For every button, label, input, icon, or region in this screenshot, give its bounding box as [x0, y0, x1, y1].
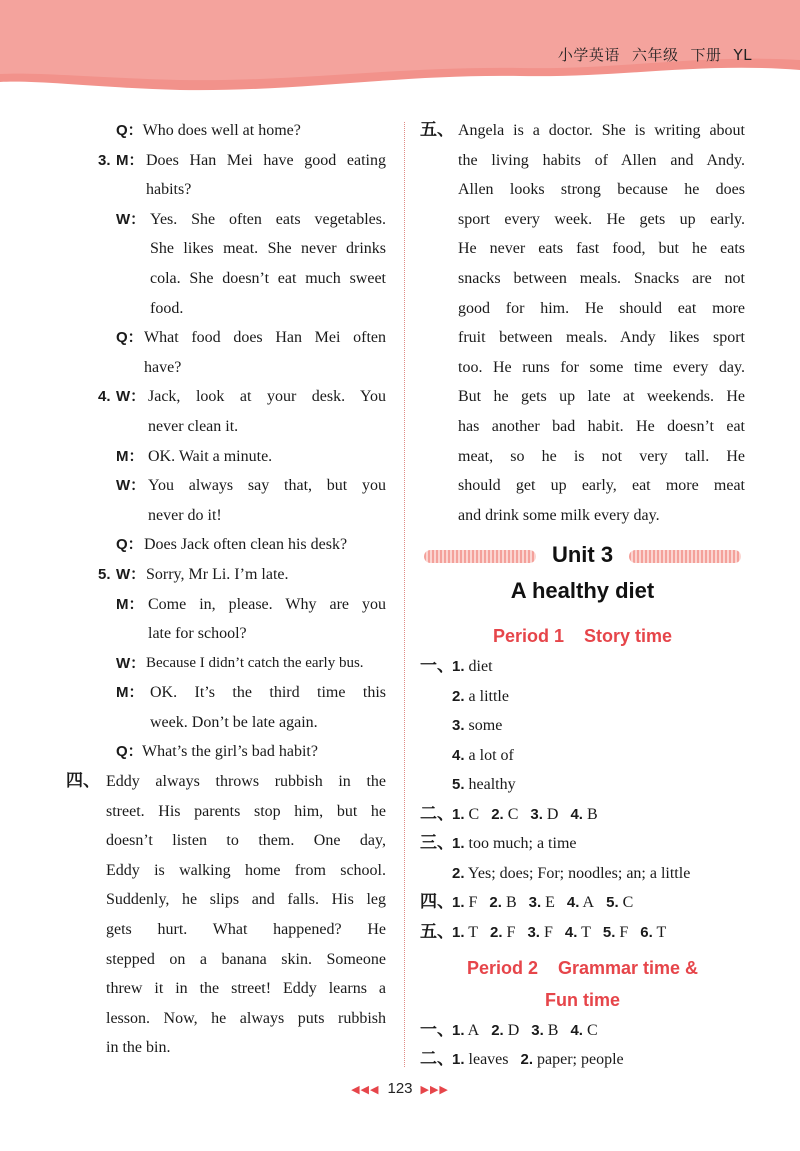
passage-line: Angela is a doctor. She is writing about [458, 122, 745, 139]
speaker-m: M： [116, 595, 144, 613]
passage-line: lesson. Now, he always puts rubbish [106, 1009, 386, 1027]
column-divider [404, 122, 405, 1067]
section-label: 三、 [420, 833, 454, 854]
answer-line: 1. leaves 2. paper; people [452, 1051, 624, 1069]
passage-line: threw it in the street! Eddy learns a [106, 980, 386, 998]
text-line: Because I didn’t catch the early bus. [146, 654, 364, 671]
text-line: What food does Han Mei often [144, 329, 386, 347]
period-1-title: Period 1 Story time [492, 626, 673, 647]
prev-arrows-icon: ◀◀◀ [351, 1084, 380, 1096]
answer-section-3 [420, 829, 745, 888]
speaker-m: M： [116, 447, 144, 465]
dialogue-turn [66, 649, 386, 679]
header-label [546, 44, 752, 65]
text-line: You always say that, but you [148, 477, 386, 495]
speaker-m: M： [116, 684, 144, 702]
text-line: She likes meat. She never drinks [150, 240, 386, 258]
header-grade: 六年级 [631, 46, 679, 64]
speaker-q: Q： [116, 122, 143, 139]
page-header [0, 0, 800, 95]
passage-line: street. His parents stop him, but he [106, 802, 386, 820]
dialogue-turn [66, 442, 386, 472]
text-line: food. [150, 299, 184, 317]
answer-item: 5. healthy [452, 776, 516, 794]
header-subject: 小学英语 [557, 46, 620, 64]
text-line: Who does well at home? [142, 122, 301, 139]
speaker-w: W： [116, 210, 146, 228]
passage-line: Eddy is walking home from school. [106, 861, 386, 879]
unit-title: Unit 3 [551, 542, 614, 568]
right-column [420, 116, 745, 1075]
speaker-q: Q： [116, 329, 143, 347]
passage-line: in the bin. [106, 1039, 171, 1057]
answer-line: 1. F 2. B 3. E 4. A 5. C [452, 894, 634, 912]
answer-section-2 [420, 1045, 745, 1075]
next-arrows-icon: ▶▶▶ [420, 1084, 449, 1096]
answer-item: 4. a lot of [452, 746, 514, 764]
dialogue-turn [66, 590, 386, 649]
page-footer [0, 1080, 800, 1097]
text-line: never clean it. [148, 417, 239, 435]
period-2-title-line2: Fun time [545, 989, 620, 1010]
dialogue-turn [66, 678, 386, 737]
dialogue-item-3 [66, 146, 386, 205]
speaker-q: Q： [116, 536, 143, 554]
passage-line: doesn’t listen to them. One day, [106, 832, 386, 850]
section-5 [420, 116, 745, 530]
item-number: 5. [98, 565, 111, 583]
lesson-title: A healthy diet [510, 578, 655, 604]
speaker-q: Q： [116, 743, 143, 761]
text-line: OK. It’s the third time this [150, 684, 386, 702]
section-label: 五、 [420, 120, 454, 140]
answer-line: 1. A 2. D 3. B 4. C [452, 1021, 598, 1039]
section-label: 四、 [420, 892, 454, 913]
text-line: never do it! [148, 506, 222, 524]
passage-line: has another bad habit. He doesn’t eat [458, 417, 745, 435]
item-number: 3. [98, 151, 111, 169]
passage-line: But he gets up late at weekends. He [458, 388, 745, 406]
dialogue-turn [66, 471, 386, 530]
answer-section-1 [420, 652, 745, 800]
answer-section-4 [420, 888, 745, 918]
dialogue-turn [66, 205, 386, 323]
header-volume: 下册 [690, 46, 722, 64]
answer-line: 1. T 2. F 3. F 4. T 5. F 6. T [452, 924, 667, 941]
header-edition: YL [733, 46, 752, 64]
answer-item: 1. diet [452, 658, 493, 676]
passage-line: gets hurt. What happened? He [106, 921, 386, 939]
dialogue-turn [66, 530, 386, 560]
speaker-w: W： [116, 654, 146, 672]
answer-section-2 [420, 800, 745, 830]
left-column [66, 116, 386, 1063]
text-line: Jack, look at your desk. You [148, 388, 386, 406]
text-line: Sorry, Mr Li. I’m late. [146, 565, 289, 583]
section-label: 五、 [420, 922, 454, 942]
dialogue-item-4 [66, 382, 386, 441]
answer-section-1 [420, 1016, 745, 1046]
answer-item: 2. a little [452, 687, 509, 705]
passage-line: stepped on a banana skin. Someone [106, 950, 386, 968]
passage-line: meat, so he is not very tall. He [458, 447, 745, 465]
text-line: Does Han Mei have good eating [146, 151, 386, 169]
dialogue-turn [66, 737, 386, 767]
passage-line: snacks between meals. Snacks are not [458, 269, 745, 287]
speaker-w: W： [116, 477, 146, 495]
text-line: Come in, please. Why are you [148, 595, 386, 613]
answer-section-5 [420, 918, 745, 948]
dialogue-item-5 [66, 560, 386, 590]
section-label: 二、 [420, 803, 454, 824]
speaker-w: W： [116, 565, 146, 583]
passage-line: Suddenly, he slips and falls. His leg [106, 891, 386, 909]
text-line: late for school? [148, 625, 247, 643]
section-4 [66, 767, 386, 1063]
answer-line: 1. C 2. C 3. D 4. B [452, 805, 598, 823]
section-label: 四、 [66, 771, 100, 792]
text-line: week. Don’t be late again. [150, 713, 318, 731]
section-label: 一、 [420, 656, 454, 677]
item-number: 4. [98, 388, 111, 406]
text-line: habits? [146, 181, 192, 199]
passage-line: the living habits of Allen and Andy. [458, 151, 745, 169]
answer-item: 1. too much; a time [452, 835, 577, 853]
answer-item: 3. some [452, 717, 503, 735]
answer-item: 2. Yes; does; For; noodles; an; a little [452, 864, 691, 882]
passage-line: and drink some milk every day. [458, 506, 660, 524]
passage-line: good for him. He should eat more [458, 299, 745, 317]
passage-line: He never eats fast food, but he eats [458, 240, 745, 258]
q-line [66, 116, 386, 146]
passage-line: fruit between meals. Andy likes sport [458, 329, 745, 347]
passage-line: too. He runs for some time every day. [458, 358, 745, 376]
passage-line: Allen looks strong because he does [458, 181, 745, 199]
text-line: Does Jack often clean his desk? [144, 536, 348, 554]
period-2-title: Period 2 Grammar time & [466, 957, 699, 978]
page-number: 123 [387, 1080, 413, 1097]
text-line: Yes. She often eats vegetables. [150, 210, 386, 228]
text-line: cola. She doesn’t eat much sweet [150, 269, 386, 287]
passage-line: should get up early, eat more meat [458, 477, 745, 495]
section-label: 一、 [420, 1019, 454, 1040]
unit-banner [420, 542, 745, 572]
dialogue-turn [66, 323, 386, 382]
text-line: have? [144, 358, 182, 376]
text-line: OK. Wait a minute. [148, 447, 273, 465]
passage-line: Eddy always throws rubbish in the [106, 773, 386, 791]
speaker-w: W： [116, 388, 146, 406]
speaker-m: M： [116, 151, 144, 169]
passage-line: sport every week. He gets up early. [458, 210, 745, 228]
section-label: 二、 [420, 1049, 454, 1070]
text-line: What’s the girl’s bad habit? [142, 743, 318, 761]
